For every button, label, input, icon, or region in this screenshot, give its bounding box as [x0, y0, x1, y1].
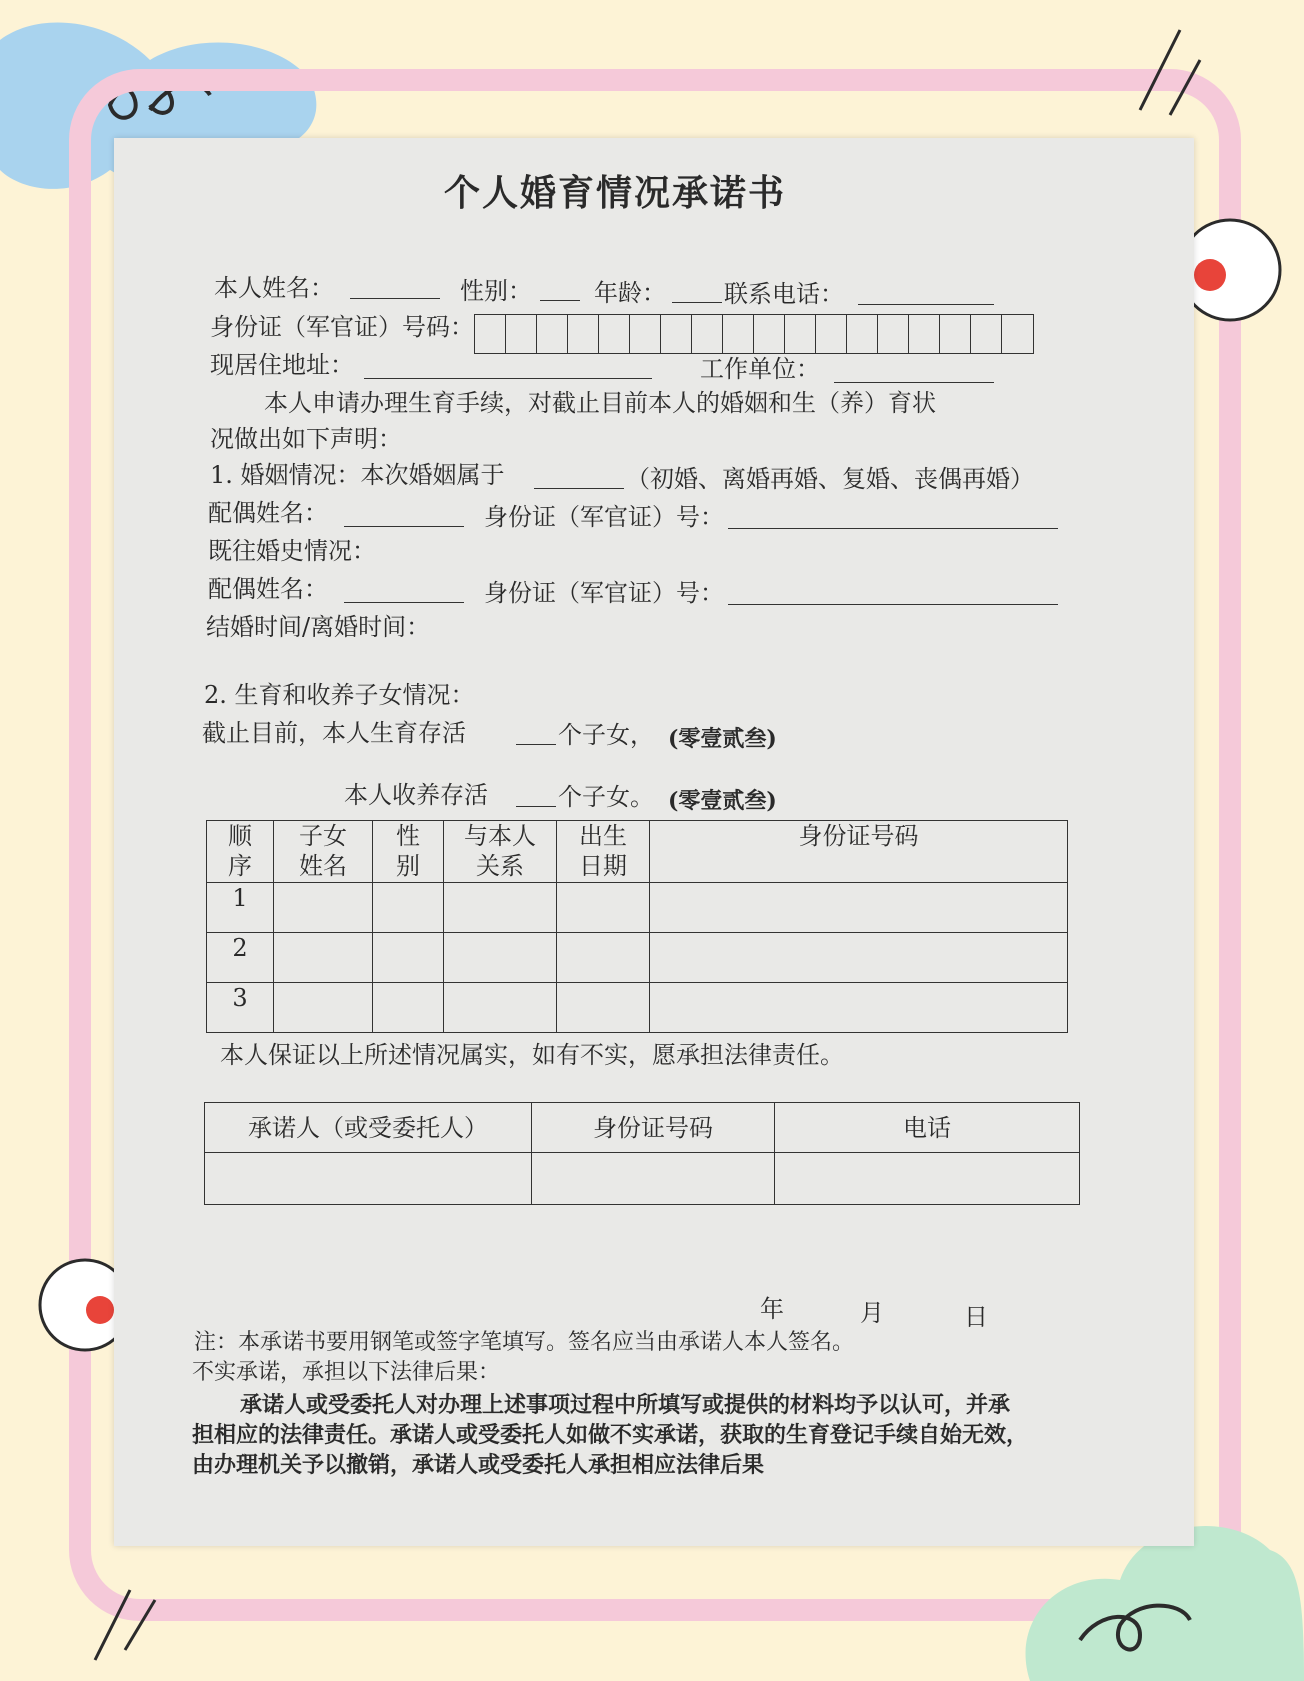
marriage-options: （初婚、离婚再婚、复婚、丧偶再婚） — [626, 465, 1034, 493]
row-number: 2 — [207, 933, 274, 983]
id-number-boxes[interactable] — [474, 314, 1034, 354]
id-digit-box[interactable] — [971, 315, 1002, 353]
signer-id-cell[interactable] — [532, 1153, 775, 1205]
note-line-5: 由办理机关予以撤销，承诺人或受委托人承担相应法律后果 — [192, 1452, 765, 1478]
prev-spouse-id-field[interactable] — [728, 604, 1058, 605]
id-digit-box[interactable] — [630, 315, 661, 353]
gender-field[interactable] — [540, 300, 580, 301]
marriage-type-field[interactable] — [534, 488, 624, 489]
id-digit-box[interactable] — [692, 315, 723, 353]
id-label: 身份证（军官证）号码： — [210, 313, 474, 341]
id-digit-box[interactable] — [754, 315, 785, 353]
name-label: 本人姓名： — [214, 274, 334, 302]
note-line-2: 不实承诺，承担以下法律后果： — [192, 1360, 501, 1385]
note-line-3: 承诺人或受委托人对办理上述事项过程中所填写或提供的材料均予以认可，并承 — [240, 1392, 1011, 1418]
id-digit-box[interactable] — [537, 315, 568, 353]
phone-label: 联系电话： — [724, 280, 844, 308]
row-number: 3 — [207, 983, 274, 1033]
page-title: 个人婚育情况承诺书 — [444, 172, 787, 214]
id-digit-box[interactable] — [785, 315, 816, 353]
spouse-id-field[interactable] — [728, 528, 1058, 529]
gender-label: 性别： — [460, 277, 532, 305]
spouse-id-label: 身份证（军官证）号： — [484, 503, 724, 531]
born-prefix: 截止目前，本人生育存活 — [202, 719, 466, 747]
prev-spouse-name-field[interactable] — [344, 602, 464, 603]
adopt-suffix: 个子女。 — [558, 783, 654, 811]
header-order: 顺 序 — [207, 821, 274, 883]
signer-phone-cell[interactable] — [775, 1153, 1080, 1205]
id-digit-box[interactable] — [816, 315, 847, 353]
marriage-heading: 1. 婚姻情况：本次婚姻属于 — [210, 461, 505, 489]
marriage-history-label: 既往婚史情况： — [208, 537, 376, 565]
table-row — [207, 883, 1068, 933]
born-count-field[interactable] — [516, 744, 556, 745]
row-number: 1 — [207, 883, 274, 933]
marriage-date-label: 结婚时间/离婚时间： — [206, 613, 431, 641]
signer-table — [204, 1102, 1080, 1205]
id-digit-box[interactable] — [723, 315, 754, 353]
adopt-hint: (零壹贰叁) — [668, 788, 777, 814]
header-signer-phone: 电话 — [775, 1103, 1080, 1153]
id-digit-box[interactable] — [878, 315, 909, 353]
work-label: 工作单位： — [700, 355, 820, 383]
name-field[interactable] — [350, 298, 440, 299]
children-heading: 2. 生育和收养子女情况： — [204, 681, 475, 709]
born-hint: (零壹贰叁) — [668, 726, 777, 752]
intro-line-1: 本人申请办理生育手续，对截止目前本人的婚姻和生（养）育状 — [264, 389, 936, 417]
intro-line-2: 况做出如下声明： — [210, 425, 402, 453]
header-signer: 承诺人（或受委托人） — [205, 1103, 532, 1153]
adopt-count-field[interactable] — [516, 806, 556, 807]
adopt-prefix: 本人收养存活 — [344, 781, 488, 809]
spouse-name-label: 配偶姓名： — [208, 499, 328, 527]
table-row — [207, 933, 1068, 983]
spouse-name-field[interactable] — [344, 526, 464, 527]
id-digit-box[interactable] — [909, 315, 940, 353]
id-digit-box[interactable] — [940, 315, 971, 353]
children-table — [206, 820, 1068, 1033]
age-field[interactable] — [672, 302, 722, 303]
header-signer-id: 身份证号码 — [532, 1103, 775, 1153]
prev-spouse-name-label: 配偶姓名： — [208, 575, 328, 603]
date-month: 月 — [860, 1299, 884, 1327]
green-cloud-decoration — [1026, 1526, 1304, 1681]
prev-spouse-id-label: 身份证（军官证）号： — [484, 579, 724, 607]
work-field[interactable] — [834, 382, 994, 383]
id-digit-box[interactable] — [599, 315, 630, 353]
note-line-1: 注：本承诺书要用钢笔或签字笔填写。签名应当由承诺人本人签名。 — [194, 1330, 855, 1355]
id-digit-box[interactable] — [1002, 315, 1033, 353]
form-paper — [114, 138, 1194, 1546]
id-digit-box[interactable] — [475, 315, 506, 353]
id-digit-box[interactable] — [506, 315, 537, 353]
phone-field[interactable] — [858, 304, 994, 305]
table-row — [205, 1153, 1080, 1205]
table-row — [207, 983, 1068, 1033]
id-digit-box[interactable] — [661, 315, 692, 353]
born-suffix: 个子女， — [558, 721, 654, 749]
date-year: 年 — [760, 1295, 784, 1323]
id-digit-box[interactable] — [847, 315, 878, 353]
header-birth-date: 出生 日期 — [557, 821, 650, 883]
flower-right-decoration — [1180, 220, 1280, 320]
address-field[interactable] — [364, 378, 652, 379]
date-day: 日 — [964, 1303, 988, 1331]
age-label: 年龄： — [594, 279, 666, 307]
signer-cell[interactable] — [205, 1153, 532, 1205]
guarantee-statement: 本人保证以上所述情况属实，如有不实，愿承担法律责任。 — [220, 1041, 844, 1069]
address-label: 现居住地址： — [210, 351, 354, 379]
id-digit-box[interactable] — [568, 315, 599, 353]
header-relation: 与本人 关系 — [444, 821, 557, 883]
header-gender: 性 别 — [373, 821, 444, 883]
header-child-name: 子女 姓名 — [274, 821, 373, 883]
header-id-number: 身份证号码 — [650, 821, 1068, 883]
note-line-4: 担相应的法律责任。承诺人或受委托人如做不实承诺，获取的生育登记手续自始无效， — [192, 1422, 1029, 1448]
